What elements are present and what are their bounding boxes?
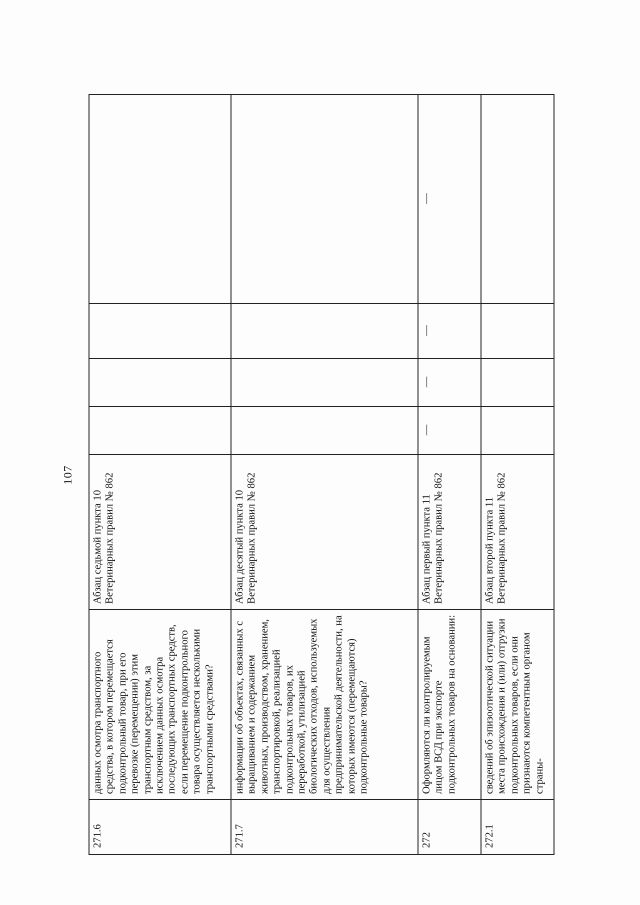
table-row — [481, 95, 554, 855]
answer-yes-cell — [89, 407, 231, 455]
row-number: 271.6 — [89, 800, 231, 855]
reference-text: Абзац второй пункта 11 Ветеринарных правил № 862 — [481, 455, 554, 610]
answer-no-cell: — — [418, 359, 481, 407]
reference-text: Абзац первый пункта 11 Ветеринарных правил № 862 — [418, 455, 481, 610]
row-number: 272.1 — [481, 800, 554, 855]
note-cell — [89, 95, 231, 304]
answer-na-cell — [481, 304, 554, 359]
answer-na-cell — [231, 304, 418, 359]
table-row — [418, 95, 481, 855]
answer-na-cell — [89, 304, 231, 359]
reference-text: Абзац седьмой пункта 10 Ветеринарных правил № 862 — [89, 455, 231, 610]
row-number: 272 — [418, 800, 481, 855]
question-text: сведений об эпизоотической ситуации места происхождения и (или) отгрузки подконтрольных товаров, если они признаются компетентным органом страны- — [481, 610, 554, 800]
answer-yes-cell — [481, 407, 554, 455]
answer-na-cell: — — [418, 304, 481, 359]
question-text: данных осмотра транспортного средства, в котором перемещается подконтрольный товар, при его перевозке (перемещении) этим транспортным средством, за исключением данных осмотра последующих транспортных средств, если перемещение подконтрольного товара осуществляется несколькими транспортными средствами? — [89, 610, 231, 800]
note-cell — [481, 95, 554, 304]
question-text: Оформляются ли контролируемым лицом ВСД при экспорте подконтрольных товаров на основании: — [418, 610, 481, 800]
answer-yes-cell: — — [418, 407, 481, 455]
page-number: 107 — [60, 465, 74, 485]
question-text: информации об объектах, связанных с выращиванием и содержанием животных, производством, хранением, транспортировкой, реализацией подконтрольных товаров, их переработкой, утилизацией биологических отходов, используемых для осуществления предпринимательской деятельности, на которых имеются (перемещаются) подконтрольные товары? — [231, 610, 418, 800]
row-number: 271.7 — [231, 800, 418, 855]
answer-no-cell — [481, 359, 554, 407]
reference-text: Абзац десятый пункта 10 Ветеринарных правил № 862 — [231, 455, 418, 610]
answer-no-cell — [89, 359, 231, 407]
note-cell — [231, 95, 418, 304]
note-cell: — — [418, 95, 481, 304]
answer-yes-cell — [231, 407, 418, 455]
table-row — [231, 95, 418, 855]
checklist-table — [88, 94, 554, 855]
table-row — [89, 95, 231, 855]
rotated-sheet — [60, 95, 553, 855]
answer-no-cell — [231, 359, 418, 407]
